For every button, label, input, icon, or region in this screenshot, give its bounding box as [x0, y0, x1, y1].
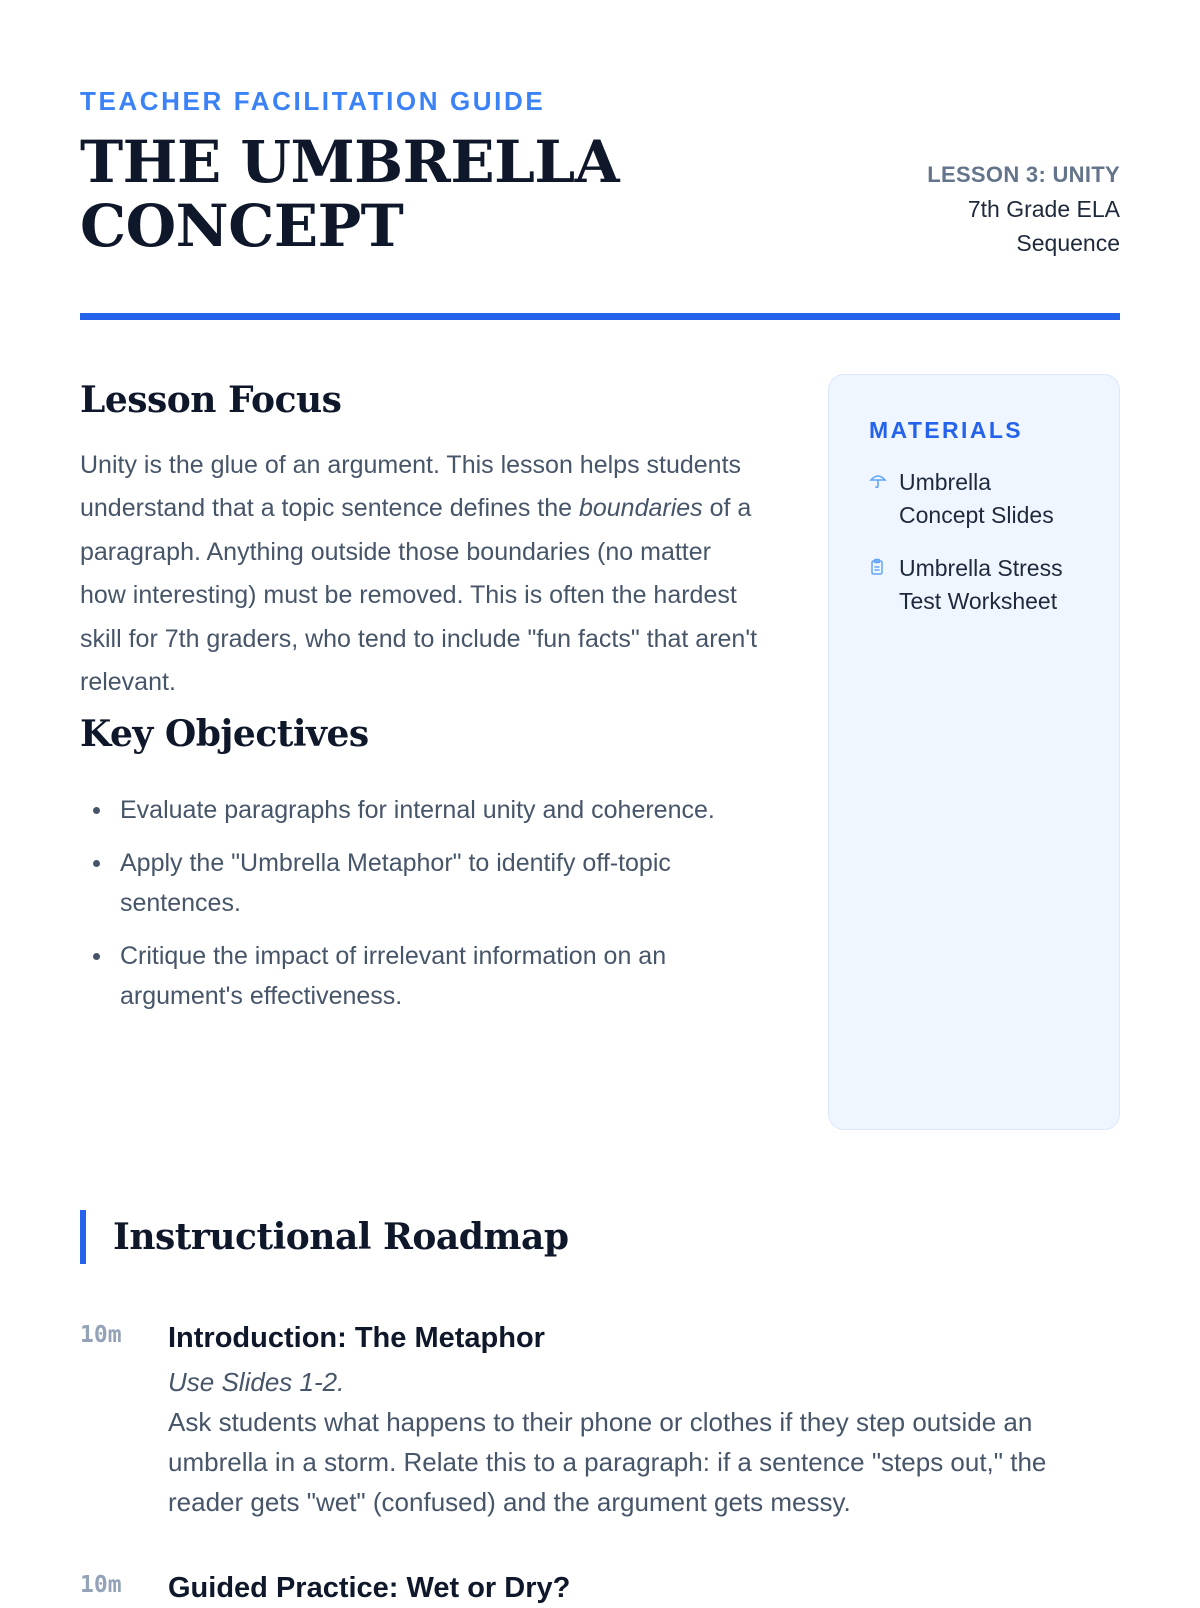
objective-item	[80, 790, 760, 830]
clipboard-icon	[869, 558, 893, 581]
step-title: Guided Practice: Wet or Dry?	[168, 1572, 571, 1604]
main-column	[80, 370, 760, 1029]
step-title: Introduction: The Metaphor	[168, 1322, 545, 1354]
bullet-icon	[93, 860, 100, 867]
objective-text: Critique the impact of irrelevant information on an argument's effectiveness.	[120, 942, 667, 1011]
focus-text-part: of a paragraph. Anything outside those boundaries (no matter how interesting) must be removed. This is often the hardest skill for 7th graders, who tend to include "fun facts" that aren't relevant.	[80, 494, 758, 697]
objective-text: Evaluate paragraphs for internal unity and coherence.	[120, 796, 715, 825]
roadmap-step	[80, 1318, 1120, 1522]
key-objectives-heading: Key Objectives	[80, 713, 369, 756]
objectives-list	[80, 790, 760, 1016]
material-label: Umbrella Stress Test Worksheet	[899, 555, 1063, 614]
page-title: THE UMBRELLA CONCEPT	[80, 128, 620, 260]
umbrella-icon	[869, 472, 893, 495]
roadmap-heading: Instructional Roadmap	[113, 1216, 569, 1258]
materials-card	[828, 374, 1120, 1130]
bullet-icon	[93, 807, 100, 814]
objective-item	[80, 936, 760, 1016]
objective-item	[80, 843, 760, 923]
materials-heading: MATERIALS	[869, 417, 1024, 443]
material-label: Umbrella Concept Slides	[899, 469, 1054, 528]
step-note: Use Slides 1-2.	[168, 1367, 345, 1397]
lesson-focus-text	[80, 444, 760, 704]
materials-list	[869, 466, 1079, 618]
instructional-roadmap	[80, 1210, 1120, 1608]
header-divider	[80, 313, 1120, 320]
roadmap-step	[80, 1568, 1120, 1608]
objective-text: Apply the "Umbrella Metaphor" to identify off-topic sentences.	[120, 849, 671, 918]
roadmap-accent-bar	[80, 1210, 86, 1264]
lesson-number: LESSON 3: UNITY	[927, 162, 1120, 187]
lesson-meta	[927, 158, 1120, 260]
step-duration: 10m	[80, 1322, 122, 1348]
step-duration: 10m	[80, 1572, 122, 1598]
lesson-sequence: Sequence	[1016, 230, 1120, 256]
focus-emphasis: boundaries	[578, 494, 703, 523]
guide-type-label: TEACHER FACILITATION GUIDE	[80, 86, 546, 116]
material-item	[869, 466, 1079, 532]
focus-text-part: Unity is the glue of an argument. This lesson helps students understand that a topic sentence defines the	[80, 451, 742, 523]
page-header	[80, 0, 1120, 320]
roadmap-heading-block	[80, 1210, 1120, 1264]
lesson-grade: 7th Grade ELA	[967, 196, 1120, 222]
step-description: Ask students what happens to their phone or clothes if they step outside an umbrella in a storm. Relate this to a paragraph: if a sentence "steps out," the reader gets "wet" (confused) and the argument gets messy.	[168, 1407, 1047, 1517]
bullet-icon	[93, 953, 100, 960]
lesson-focus-heading: Lesson Focus	[80, 379, 342, 421]
material-item	[869, 552, 1079, 618]
